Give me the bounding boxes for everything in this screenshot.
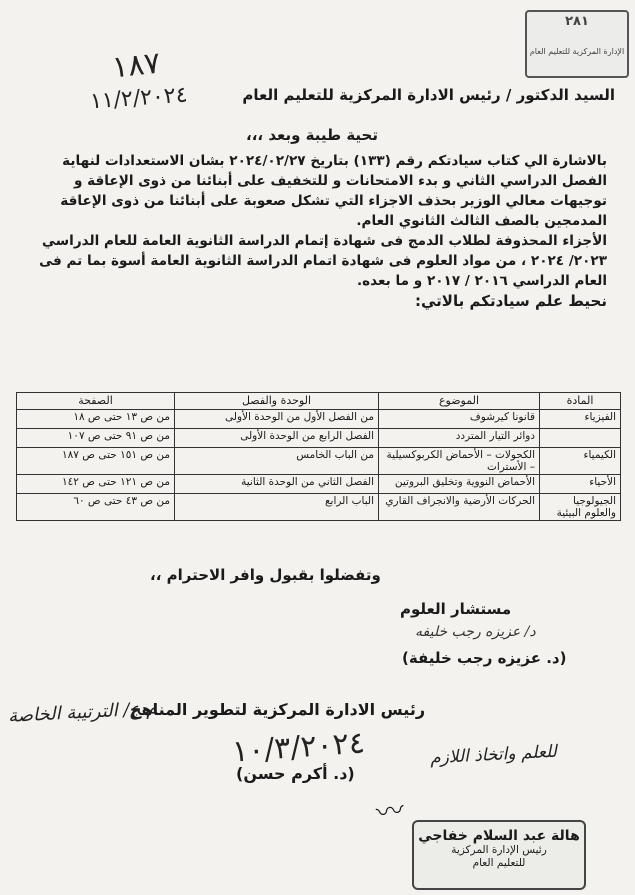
cell-subject: الفيزياء (540, 410, 621, 429)
cell-pages: من ص ٩١ حتى ص ١٠٧ (17, 429, 175, 448)
official-stamp (412, 820, 586, 890)
cell-pages: من ص ٤٣ حتى ص ٦٠ (17, 494, 175, 521)
paragraph-deleted-parts: الأجزاء المحذوفة لطلاب الدمج فى شهادة إتمام الدراسة الثانوية العامة للعام الدراسي ٢٠٢٣/ ٢٠٢٤ ، من مواد العلوم فى شهادة اتمام الدراسة الثانوية العامة أسوة بما تم فى العام الدراسي ٢٠١٦ / ٢٠١٧ و ما بعده. (39, 233, 607, 289)
cell-topic: الكحولات – الأحماض الكربوكسيلية – الأسترات (379, 448, 540, 475)
cell-subject: الكيمياء (540, 448, 621, 475)
cell-topic: دوائر التيار المتردد (379, 429, 540, 448)
handwritten-number: ١٨٧ (110, 45, 163, 86)
header-pages: الصفحة (17, 393, 175, 410)
cell-pages: من ص ١٣ حتى ص ١٨ (17, 410, 175, 429)
letter-body (17, 125, 607, 311)
cell-unit: من الفصل الأول من الوحدة الأولى (175, 410, 379, 429)
greeting: تحية طيبة وبعد ،،، (246, 126, 378, 144)
advisor-name: (د. عزيزه رجب خليفة) (402, 649, 567, 667)
notice-line: نحيط علم سيادتكم بالاتي: (415, 292, 607, 310)
table-header-row (17, 393, 621, 410)
cell-pages: من ص ١٥١ حتى ص ١٨٧ (17, 448, 175, 475)
cell-unit: الفصل الثاني من الوحدة الثانية (175, 475, 379, 494)
logo-number: ٢٨١ (565, 14, 589, 29)
table-row (17, 448, 621, 475)
table-row (17, 429, 621, 448)
cell-topic: قانونا كيرشوف (379, 410, 540, 429)
table-row (17, 494, 621, 521)
cell-pages: من ص ١٢١ حتى ص ١٤٢ (17, 475, 175, 494)
cell-subject: الجيولوجيا والعلوم البيئية (540, 494, 621, 521)
stamp-signature-scribble: 〰 (374, 793, 407, 830)
handwritten-note-2: للعلم واتخاذ اللازم (429, 741, 558, 769)
ministry-logo (525, 10, 629, 78)
closing-line: وتفضلوا بقبول وافر الاحترام ،، (150, 566, 381, 584)
stamp-line-2: للتعليم العام (472, 857, 526, 869)
cell-unit: من الباب الخامس (175, 448, 379, 475)
director-signature: ١٠/٣/٢٠٢٤ (230, 725, 367, 770)
cell-subject: الأحياء (540, 475, 621, 494)
paragraph-reference: بالاشارة الي كتاب سيادتكم رقم (١٣٣) بتاريخ ٢٠٢٤/٠٢/٢٧ بشان الاستعدادات لنهاية الفصل الدراسي الثاني و بدء الامتحانات و للتخفيف على أبنائنا من ذوى الإعاقة و توجيهات معالي الوزير بحذف الاجزاء التي تشكل صعوبة على أبنائنا من ذوى الإعاقة المدمجين بالصف الثالث الثانوي العام. (60, 153, 607, 229)
handwritten-date: ١١/٢/٢٠٢٤ (89, 82, 189, 115)
deleted-parts-table (16, 392, 621, 521)
header-subject: المادة (540, 393, 621, 410)
director-title: رئيس الادارة المركزية لتطوير المناهج (130, 700, 426, 719)
stamp-line-1: رئيس الإدارة المركزية (451, 844, 547, 856)
handwritten-note-1: م.ع/ الترتيبة الخاصة (7, 698, 158, 727)
director-name: (د. أكرم حسن) (236, 764, 355, 783)
addressee-line: السيد الدكتور / رئيس الادارة المركزية للتعليم العام (242, 86, 615, 104)
advisor-title: مستشار العلوم (400, 600, 512, 618)
header-topic: الموضوع (379, 393, 540, 410)
cell-subject (540, 429, 621, 448)
header-unit: الوحدة والفصل (175, 393, 379, 410)
advisor-handwritten-signature: د/ عزيزه رجب خليفه (415, 624, 536, 640)
table-row (17, 475, 621, 494)
stamp-name: هالة عبد السلام خفاجي (418, 828, 580, 844)
cell-topic: الأحماض النووية وتخليق البروتين (379, 475, 540, 494)
table-row (17, 410, 621, 429)
cell-topic: الحركات الأرضية والانجراف القاري (379, 494, 540, 521)
logo-text: الإدارة المركزية للتعليم العام (529, 47, 625, 56)
cell-unit: الفصل الرابع من الوحدة الأولى (175, 429, 379, 448)
cell-unit: الباب الرابع (175, 494, 379, 521)
